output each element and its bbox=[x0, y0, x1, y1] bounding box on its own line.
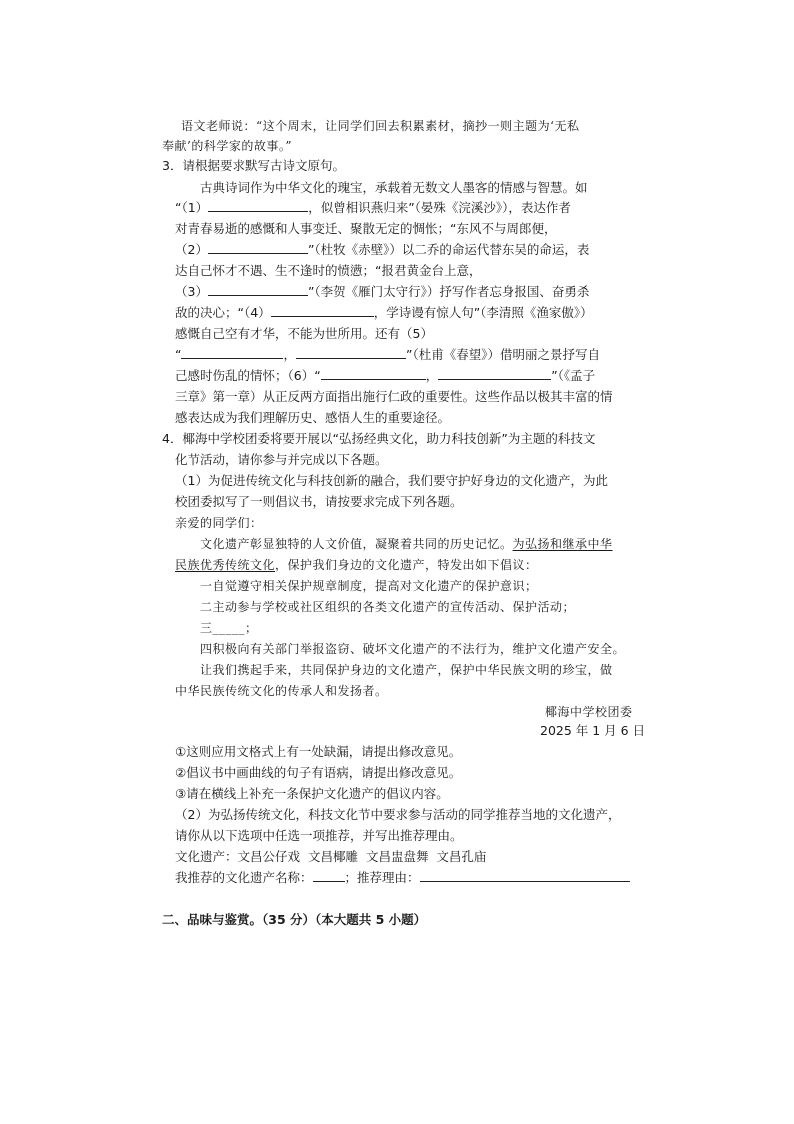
q3-line-2: “（1） ，似曾相识燕归来”（晏殊《浣溪沙》），表达作者 bbox=[175, 200, 571, 215]
q4-line-1: 4．椰海中学校团委将要开展以“弘扬经典文化，助力科技创新”为主题的科技文 bbox=[162, 431, 596, 446]
answer-blank-1[interactable] bbox=[208, 200, 308, 212]
letter-salutation: 亲爱的同学们： bbox=[175, 516, 263, 530]
q3-line-3: 对青春易逝的感慨和人事变迁、聚散无定的惆怅；“东风不与周郎便， bbox=[175, 221, 557, 236]
q4-line-2: 化节活动，请你参与并完成以下各题。 bbox=[175, 452, 388, 467]
answer-blank-6b[interactable] bbox=[438, 368, 551, 380]
answer-blank-5b[interactable] bbox=[296, 347, 406, 359]
task-2: ②倡议书中画曲线的句子有语病，请提出修改意见。 bbox=[175, 765, 462, 780]
q3-heading bbox=[162, 158, 345, 174]
q3-line-5: 达自己怀才不遇、生不逢时的愤懑；“报君黄金台上意， bbox=[175, 263, 482, 278]
letter-date: 2025 年 1 月 6 日 bbox=[540, 723, 646, 738]
heritage-option: 文昌盅盘舞 bbox=[365, 849, 429, 864]
letter-item-4: 四积极向有关部门举报盗窃、破坏文化遗产的不法行为，维护文化遗产安全。 bbox=[200, 642, 626, 656]
answer-blank-3[interactable] bbox=[208, 284, 308, 296]
letter-closing-1: 让我们携起手来，共同保护身边的文化遗产，保护中华民族文明的珍宝，做 bbox=[200, 663, 613, 677]
q3-line-8: 感慨自己空有才华，不能为世所用。还有（5） bbox=[175, 326, 433, 341]
q3-line-4: （2） ”（杜牧《赤壁》）以二乔的命运代替东吴的命运，表 bbox=[175, 242, 590, 257]
q3-number: 3． bbox=[162, 158, 183, 173]
letter-item-1: 一自觉遵守相关保护规章制度，提高对文化遗产的保护意识； bbox=[200, 579, 538, 593]
letter-signature: 椰海中学校团委 bbox=[545, 705, 633, 719]
q3-line-12: 感表达成为我们理解历史、感悟人生的重要途径。 bbox=[175, 410, 451, 425]
q3-line-7: 敌的决心；“（4） ，学诗谩有惊人句”（李清照《渔家傲》） bbox=[175, 305, 593, 320]
intro-line-2: 奉献’的科学家的故事。” bbox=[162, 139, 292, 153]
q3-line-1: 古典诗词作为中华文化的瑰宝，承载着无数文人墨客的情感与智慧。如 bbox=[200, 180, 588, 195]
q3-line-11: 三章》第一章）从正反两方面指出施行仁政的重要性。这些作品以极其丰富的情 bbox=[175, 389, 613, 404]
letter-item-3: 三_____； bbox=[200, 621, 258, 635]
wavy-underlined-sentence-2: 民族优秀传统文化 bbox=[175, 558, 276, 572]
answer-blank-2[interactable] bbox=[208, 242, 308, 254]
heritage-option: 文昌公仔戏 bbox=[237, 849, 301, 864]
letter-item-2: 二主动参与学校或社区组织的各类文化遗产的宣传活动、保护活动； bbox=[200, 600, 576, 614]
q3-prompt: 请根据要求默写古诗文原句。 bbox=[182, 158, 345, 173]
answer-blank-4[interactable] bbox=[271, 305, 374, 317]
q4-number: 4． bbox=[162, 431, 183, 446]
q3-line-6: （3） ”（李贺《雁门太守行》）抒写作者忘身报国、奋勇杀 bbox=[175, 284, 590, 299]
q4-part1-line-1: （1）为促进传统文化与科技创新的融合，我们要守护好身边的文化遗产，为此 bbox=[175, 473, 608, 488]
wavy-underlined-sentence-1: 为弘扬和继承中华 bbox=[512, 537, 613, 551]
heritage-option: 文昌椰雕 bbox=[307, 849, 358, 864]
task-1: ①这则应用文格式上有一处缺漏，请提出修改意见。 bbox=[175, 744, 462, 759]
task-3: ③请在横线上补充一条保护文化遗产的倡议内容。 bbox=[175, 786, 449, 801]
answer-blank-5a[interactable] bbox=[181, 347, 283, 359]
recommend-reason-blank[interactable] bbox=[420, 870, 630, 882]
recommend-name-blank[interactable] bbox=[313, 870, 345, 882]
letter-body-line-1: 文化遗产彰显独特的人文价值，凝聚着共同的历史记忆。为弘扬和继承中华 bbox=[200, 537, 613, 551]
q3-line-10: 己感时伤乱的情怀；（6）“ ， ”（《孟子 bbox=[175, 368, 596, 383]
intro-line-1: 语文老师说：“这个周末，让同学们回去积累素材，摘抄一则主题为‘无私 bbox=[181, 119, 580, 133]
q4-part1-line-2: 校团委拟写了一则倡议书，请按要求完成下列各题。 bbox=[175, 494, 463, 509]
q4-part2-line-1: （2）为弘扬传统文化，科技文化节中要求参与活动的同学推荐当地的文化遗产， bbox=[175, 807, 621, 822]
answer-blank-6a[interactable] bbox=[321, 368, 426, 380]
heritage-option: 文昌孔庙 bbox=[436, 849, 487, 864]
section-2-title: 二、品味与鉴赏。（35 分）（本大题共 5 小题） bbox=[162, 912, 427, 927]
letter-closing-2: 中华民族传统文化的传承人和发扬者。 bbox=[175, 684, 388, 698]
q4-part2-line-2: 请你从以下选项中任选一项推荐，并写出推荐理由。 bbox=[175, 828, 463, 843]
letter-body-line-2: 民族优秀传统文化，保护我们身边的文化遗产，特发出如下倡议： bbox=[175, 558, 538, 572]
heritage-options-line: 文化遗产：文昌公仔戏 文昌椰雕 文昌盅盘舞 文昌孔庙 bbox=[175, 849, 487, 864]
q3-line-9: “ ， ”（杜甫《春望》）借明丽之景抒写自 bbox=[175, 347, 600, 362]
recommend-line: 我推荐的文化遗产名称： ；推荐理由： bbox=[175, 870, 630, 886]
